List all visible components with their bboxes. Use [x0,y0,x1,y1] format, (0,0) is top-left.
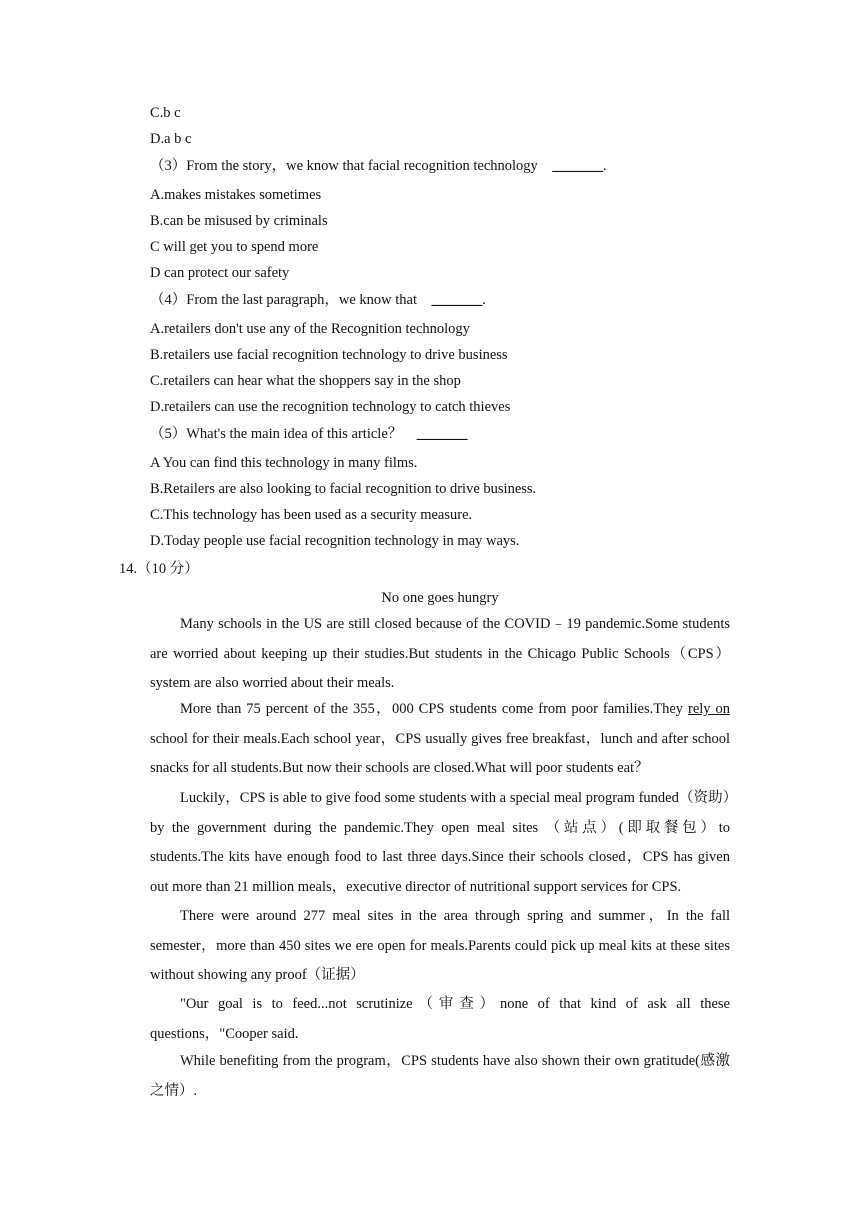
q3-stem-end: . [603,158,607,174]
passage-paragraph-3: Luckily，CPS is able to give food some students with a special meal program funded（资助）by the government during the pandemic.They open meal sites （站点）(即取餐包）to students.The kits have enough food to last three days.Since their schools closed，CPS has given out more than 21 million meals，executive director of nutritional support services for CPS. [150,790,730,895]
underlined-phrase: rely on [688,701,730,717]
q4-stem-text: （4）From the last paragraph，we know that [150,292,432,308]
q3-option-b: B.can be misused by criminals [150,213,328,229]
passage-paragraph-4: There were around 277 meal sites in the area through spring and summer，In the fall semester，more than 450 sites we ere open for meals.Parents could pick up meal kits at these sites without showing any proof（证据） [150,908,730,983]
passage-paragraph-2 [150,695,730,784]
q3-stem [150,156,607,176]
passage-paragraph-5: "Our goal is to feed...not scrutinize（审查）none of that kind of ask all these questions，"Cooper said. [150,996,730,1042]
paragraph-2-text-before: More than 75 percent of the 355，000 CPS students come from poor families.They [180,701,688,717]
q3-option-a: A.makes mistakes sometimes [150,187,322,203]
q4-stem-end: . [482,292,486,308]
q5-option-c: C.This technology has been used as a security measure. [150,507,473,523]
q3-stem-text: （3）From the story，we know that facial recognition technology [150,158,553,174]
q5-option-a: A You can find this technology in many films. [150,455,418,471]
q2-option-d: D.a b c [150,131,192,147]
q5-option-b: B.Retailers are also looking to facial recognition to drive business. [150,481,537,497]
q3-option-d: D can protect our safety [150,265,290,281]
passage-title: No one goes hungry [381,590,499,606]
q4-option-d: D.retailers can use the recognition technology to catch thieves [150,399,511,415]
q5-stem [150,424,468,444]
q4-option-b: B.retailers use facial recognition technology to drive business [150,347,508,363]
passage-paragraph-1: Many schools in the US are still closed because of the COVID﹣19 pandemic.Some students are worried about keeping up their studies.But students in the Chicago Public Schools（CPS） system are also worried about their meals. [150,616,730,691]
q5-blank: _______ [416,426,468,442]
q4-option-a: A.retailers don't use any of the Recognition technology [150,321,470,337]
paragraph-2-text-after: school for their meals.Each school year，CPS usually gives free breakfast，lunch and after school snacks for all students.But now their schools are closed.What will poor students eat？ [150,730,730,776]
question-14-number: 14.（10 分） [119,561,199,577]
q2-option-c: C.b c [150,105,181,121]
q4-stem [150,290,486,310]
q4-blank: _______ [431,292,483,308]
passage-paragraph-6: While benefiting from the program，CPS students have also shown their own gratitude(感激之情）. [150,1053,730,1099]
q3-option-c: C will get you to spend more [150,239,319,255]
q5-option-d: D.Today people use facial recognition technology in may ways. [150,533,520,549]
q3-blank: _______ [552,158,604,174]
q5-stem-text: （5）What's the main idea of this article？ [150,426,417,442]
q4-option-c: C.retailers can hear what the shoppers say in the shop [150,373,461,389]
